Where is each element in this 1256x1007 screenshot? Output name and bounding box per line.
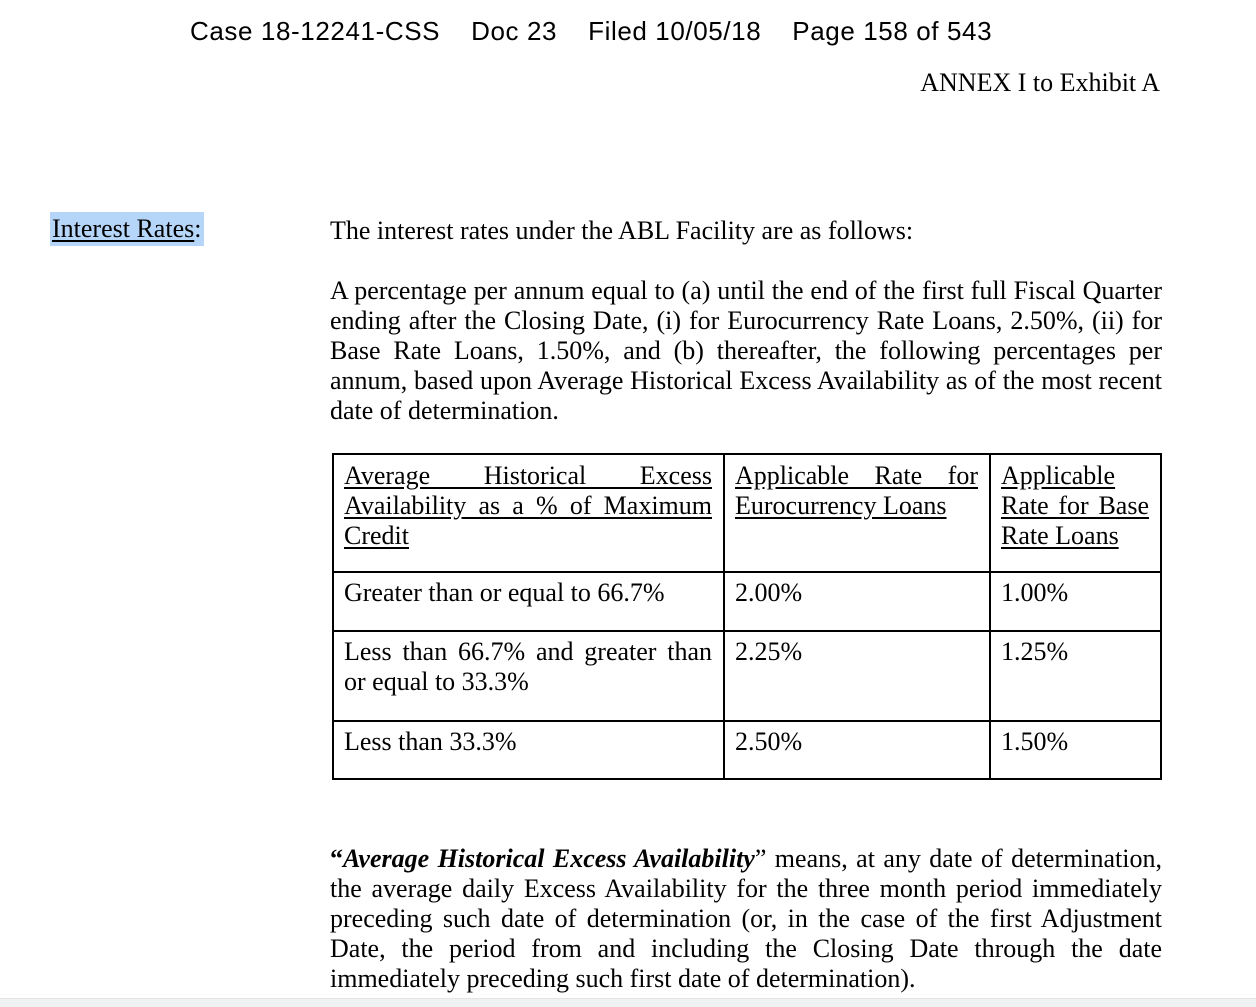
table-row — [333, 572, 1161, 631]
annex-heading: ANNEX I to Exhibit A — [920, 68, 1160, 97]
base-rate-value: 1.00% — [990, 572, 1161, 631]
definition-paragraph — [330, 844, 1162, 994]
stamp-doc-number: Doc 23 — [471, 16, 558, 46]
header-availability: Average Historical Excess Availability as a % of Maximum Credit — [333, 454, 724, 572]
interest-rates-table — [332, 453, 1162, 780]
base-rate-value: 1.25% — [990, 631, 1161, 721]
table-header-row — [333, 454, 1161, 572]
eurocurrency-rate-value: 2.25% — [724, 631, 990, 721]
table-row — [333, 721, 1161, 779]
availability-tier: Greater than or equal to 66.7% — [333, 572, 724, 631]
definition-body: ” means, at any date of determination, the average daily Excess Availability for the three month period immediately preceding such date of determination (or, in the case of the first Adjustment Date, the period from and including the Closing Date through the date immediately preceding such first date of determination). — [330, 844, 1162, 993]
table-row — [333, 631, 1161, 721]
interest-rates-label — [50, 214, 204, 244]
eurocurrency-rate-value: 2.50% — [724, 721, 990, 779]
court-filing-stamp — [190, 16, 992, 46]
stamp-case-number: Case 18-12241-CSS — [190, 16, 441, 46]
base-rate-value: 1.50% — [990, 721, 1161, 779]
viewer-edge-strip — [0, 998, 1256, 1007]
availability-tier: Less than 33.3% — [333, 721, 724, 779]
interest-rates-label-colon: : — [194, 214, 202, 243]
open-quote: “ — [330, 844, 343, 873]
stamp-filed-date: Filed 10/05/18 — [588, 16, 762, 46]
header-base-rate: Applicable Rate for Base Rate Loans — [990, 454, 1161, 572]
availability-tier: Less than 66.7% and greater than or equal to 33.3% — [333, 631, 724, 721]
defined-term: Average Historical Excess Availability — [343, 844, 755, 873]
rates-paragraph: A percentage per annum equal to (a) until the end of the first full Fiscal Quarter ending after the Closing Date, (i) for Eurocurrency Rate Loans, 2.50%, (ii) for Base Rate Loans, 1.50%, and (b) thereafter, the following percentages per annum, based upon Average Historical Excess Availability as of the most recent date of determination. — [330, 276, 1162, 425]
intro-sentence: The interest rates under the ABL Facility are as follows: — [330, 216, 914, 245]
stamp-page-number: Page 158 of 543 — [792, 16, 993, 46]
header-eurocurrency-rate: Applicable Rate for Eurocurrency Loans — [724, 454, 990, 572]
highlighted-selection — [50, 212, 204, 246]
eurocurrency-rate-value: 2.00% — [724, 572, 990, 631]
interest-rates-label-text: Interest Rates — [52, 214, 195, 243]
